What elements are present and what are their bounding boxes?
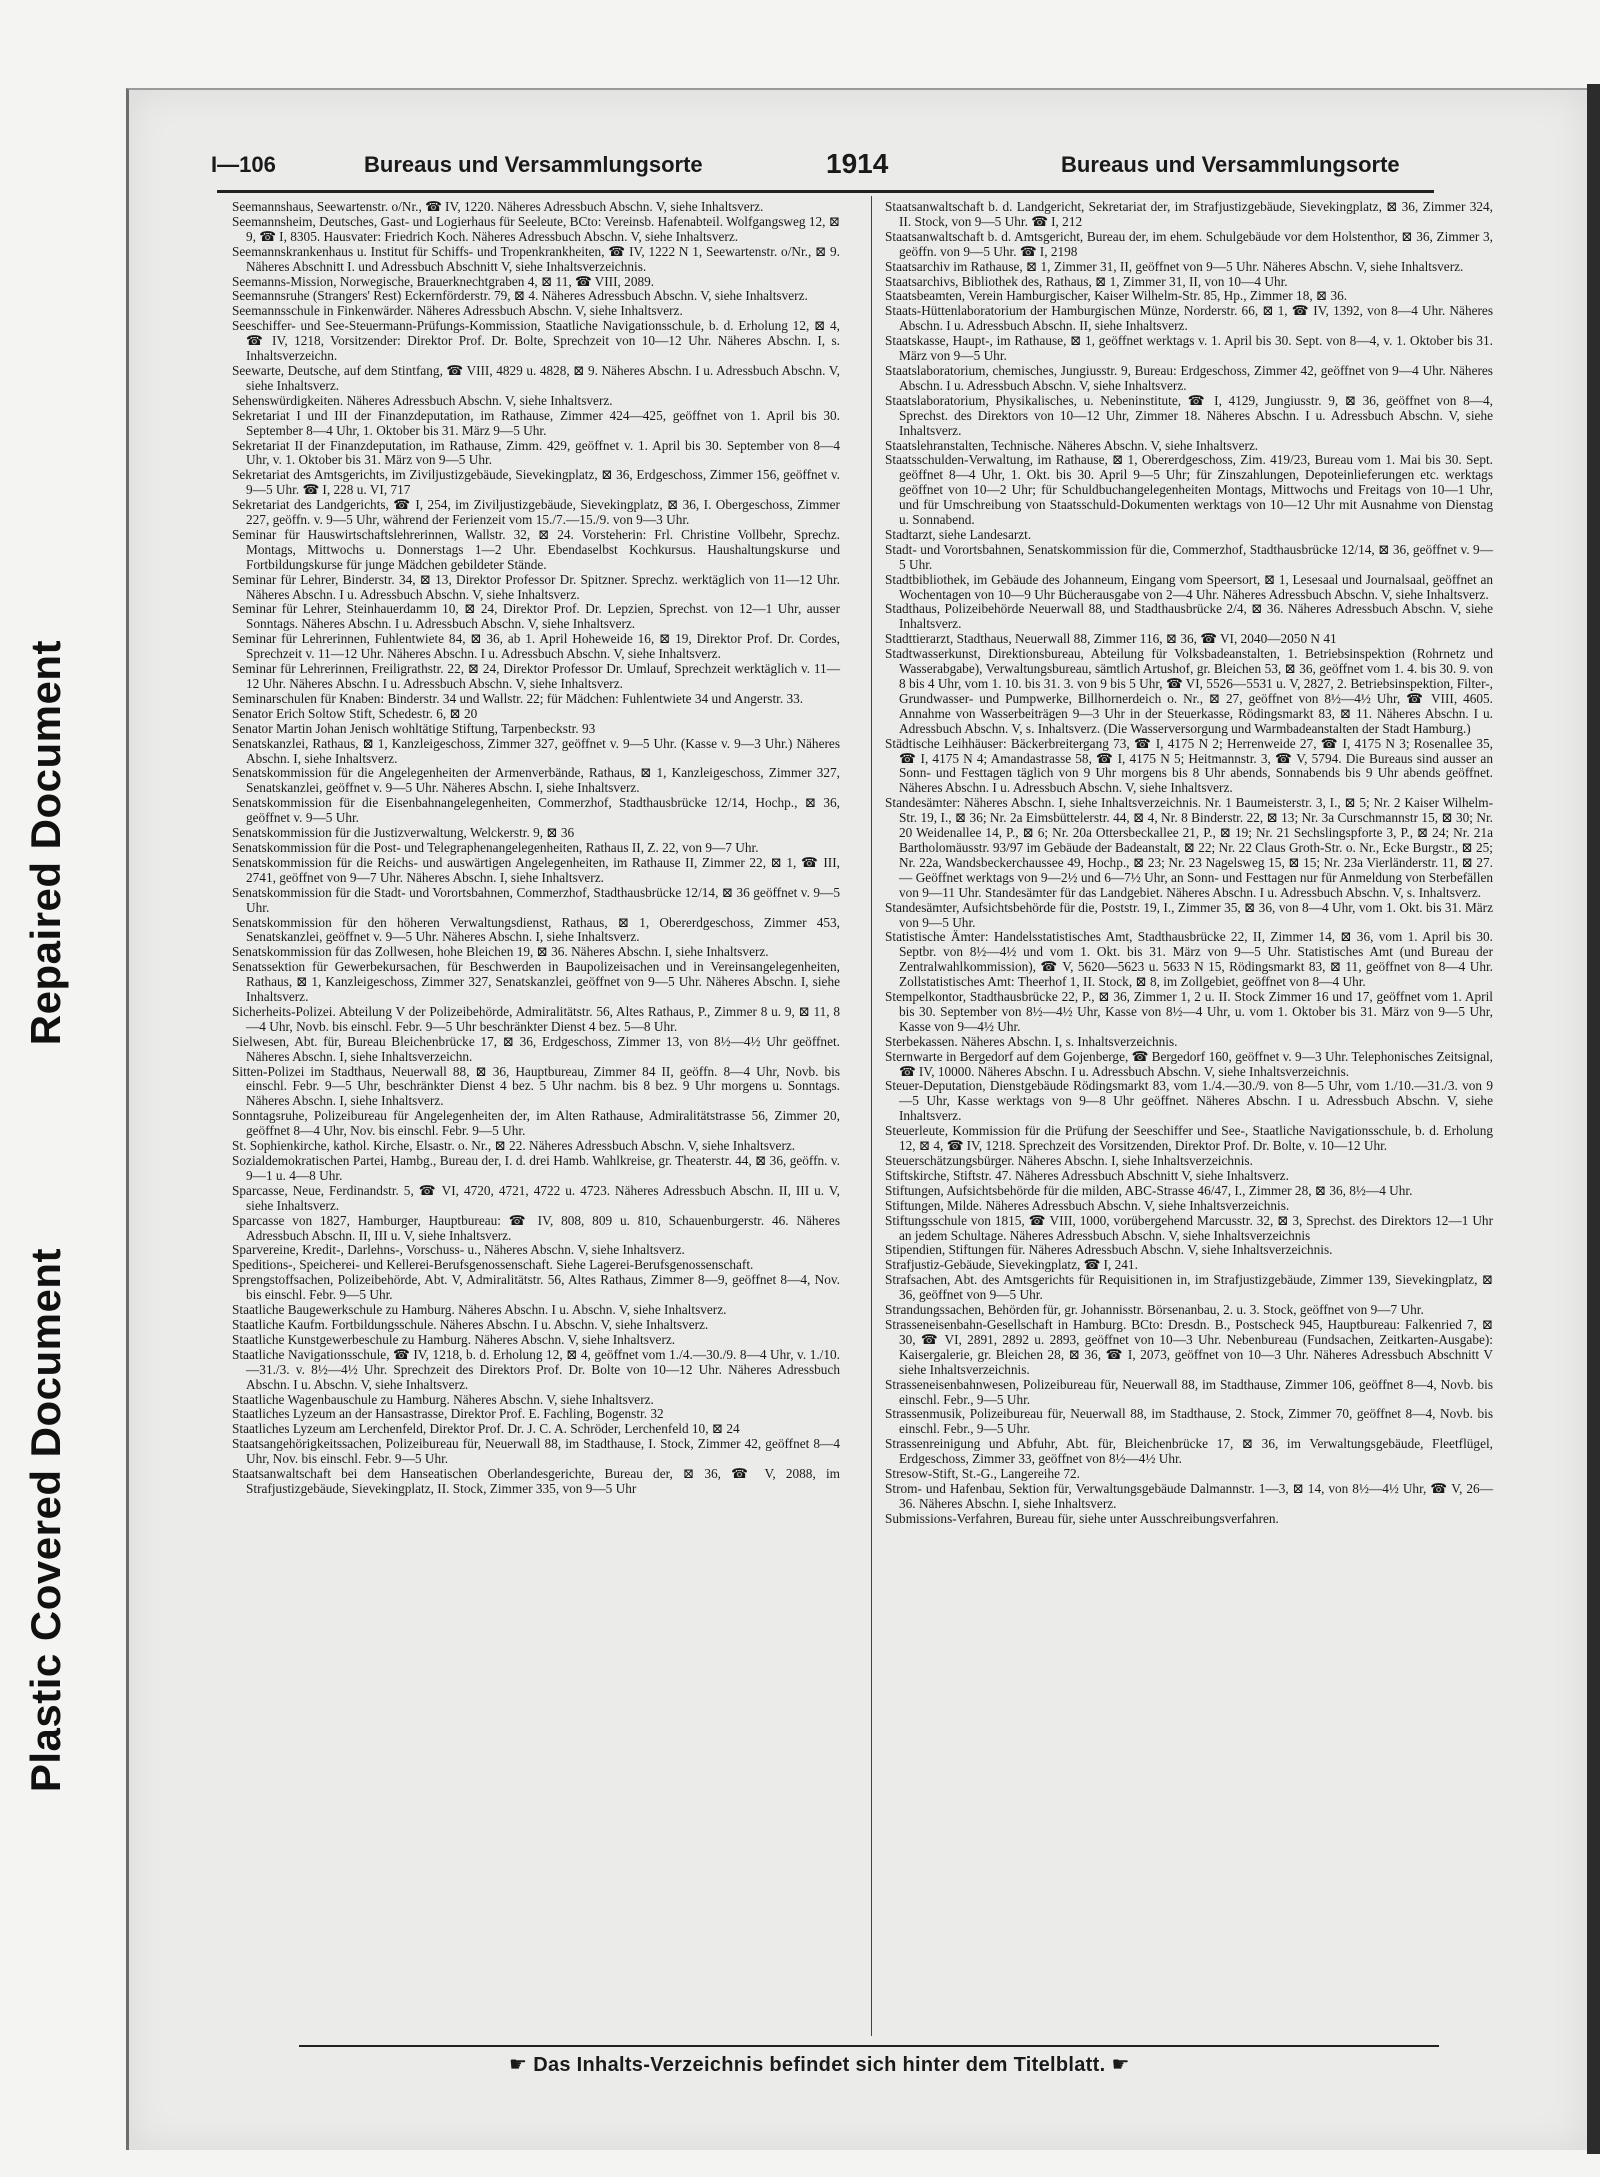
directory-entry: Senatskommission für die Justizverwaltung, Welckerstr. 9, ⊠ 36: [232, 825, 575, 841]
directory-entry: Staatslaboratorium, chemisches, Jungiusstr. 9, Bureau: Erdgeschoss, Zimmer 42, geöffnet von 9—4 Uhr. Näheres Abschn. I u. Adressbuch Abschn. V, siehe Inhaltsverz.: [885, 362, 1493, 393]
directory-entry: Seemannsheim, Deutsches, Gast- und Logierhaus für Seeleute, BCto: Vereinsb. Hafenabteil. Wolfgangsweg 12, ⊠ 9, ☎ I, 8305. Hausvater: Friedrich Koch. Näheres Adressbuch Abschn. V, siehe Inhaltsverz.: [232, 213, 840, 244]
directory-entry: Senatskommission für die Eisenbahnangelegenheiten, Commerzhof, Stadthausbrücke 12/14, Hochp., ⊠ 36, geöffnet v. 9—5 Uhr.: [232, 795, 840, 826]
directory-entry: Stadtwasserkunst, Direktionsbureau, Abteilung für Volksbadeanstalten, 1. Betriebsinspektion (Rohrnetz und Wasserabgabe), Verwaltungsbureau, sämtlich Artushof, gr. Bleichen 53, ⊠ 36, geöffnet vom 1. 4. bis 30. 9. von 8 bis 4 Uhr, vom 1. 10. bis 31. 3. von 9 bis 5 Uhr, ☎ VI, 5526—5531 u. V, 2827, 2. Betriebsinspektion, Filter-, Grundwasser- und Pumpwerke, Billhornerdeich o. Nr., ⊠ 27, geöffnet von 8½—4½ Uhr, ☎ VIII, 4605. Annahme von Wasserbeiträgen 9—3 Uhr in der Steuerkasse, Rödingsmarkt 83, ⊠ 11. Näheres Abschn. I u. Adressbuch Abschn. V, s. Inhaltsverz. (Die Wasserversorgung und Warmbadeanstalten der Stadt Hamburg.): [885, 646, 1493, 736]
directory-entry: Staatsanwaltschaft b. d. Amtsgericht, Bureau der, im ehem. Schulgebäude vor dem Holstenthor, ⊠ 36, Zimmer 3, geöffn. von 9—5 Uhr. ☎ I, 2198: [885, 228, 1493, 259]
directory-entry: Strandungssachen, Behörden für, gr. Johannisstr. Börsenanbau, 2. u. 3. Stock, geöffnet von 9—7 Uhr.: [885, 1302, 1424, 1318]
directory-entry: Stempelkontor, Stadthausbrücke 22, P., ⊠ 36, Zimmer 1, 2 u. II. Stock Zimmer 16 und 17, geöffnet vom 1. April bis 30. September von 8½—4½ Uhr, Kasse von 8½—4 Uhr, u. vom 1. Oktober bis 31. März von 9—5 Uhr, Kasse von 9—4½ Uhr.: [885, 989, 1493, 1034]
directory-entry: Senatskommission für das Zollwesen, hohe Bleichen 19, ⊠ 36. Näheres Abschn. I, siehe Inhaltsverz.: [232, 944, 769, 960]
directory-entry: Strasseneisenbahn-Gesellschaft in Hamburg. BCto: Dresdn. B., Postscheck 945, Hauptbureau: Falkenried 7, ⊠ 30, ☎ VI, 2891, 2892 u. 2893, geöffnet von 10—3 Uhr. Nebenbureau (Fundsachen, Zeitkarten-Ausgabe): Kaisergalerie, gr. Bleichen 28, ⊠ 36, ☎ I, 2073, geöffnet von 10—3 Uhr. Näheres Adressbuch Abschnitt V siehe Inhaltsverzeichnis.: [885, 1316, 1493, 1377]
directory-entry: Seemanns-Mission, Norwegische, Brauerknechtgraben 4, ⊠ 11, ☎ VIII, 2089.: [232, 273, 655, 289]
page-edge: [1587, 84, 1600, 2154]
directory-entry: Staatliche Navigationsschule, ☎ IV, 1218, b. d. Erholung 12, ⊠ 4, geöffnet vom 1./4.—30./9. 8—4 Uhr, v. 1./10.—31./3. v. 8½—4½ Uhr. Sprechzeit des Direktors Prof. Dr. Bolte von 10—12 Uhr. Näheres Adressbuch Abschn. I u. Abschn. V, siehe Inhaltsverz.: [232, 1346, 840, 1392]
directory-entry: Stadthaus, Polizeibehörde Neuerwall 88, und Stadthausbrücke 2/4, ⊠ 36. Näheres Adressbuch Abschn. V, siehe Inhaltsverz.: [885, 601, 1493, 632]
directory-entry: Senatssektion für Gewerbekursachen, für Beschwerden in Baupolizeisachen und in Vereinsangelegenheiten, Rathaus, ⊠ 1, Kanzleigeschoss, Zimmer 327, Senatskanzlei, geöffnet von 9—5 Uhr. Näheres Abschn. I, siehe Inhaltsverz.: [232, 959, 840, 1005]
directory-entry: Strafsachen, Abt. des Amtsgerichts für Requisitionen in, im Strafjustizgebäude, Zimmer 139, Sievekingplatz, ⊠ 36, geöffnet von 9—5 Uhr.: [885, 1272, 1493, 1303]
repaired-document-label: Repaired Document: [22, 640, 69, 1046]
directory-entry: Staatsarchivs, Bibliothek des, Rathaus, ⊠ 1, Zimmer 31, II, von 10—4 Uhr.: [885, 273, 1288, 289]
directory-entry: Sparvereine, Kredit-, Darlehns-, Vorschuss- u., Näheres Abschn. V, siehe Inhaltsverz.: [232, 1242, 685, 1258]
directory-entry: Sprengstoffsachen, Polizeibehörde, Abt. V, Admiralitätstr. 56, Altes Rathaus, Zimmer 8—9, geöffnet 8—4, Nov. bis einschl. Febr. 9—5 Uhr.: [232, 1272, 840, 1303]
directory-entry: Senatskommission für die Angelegenheiten der Armenverbände, Rathaus, ⊠ 1, Kanzleigeschoss, Zimmer 327, Senatskanzlei, geöffnet v. 9—5 Uhr. Näheres Abschn. I, siehe Inhaltsverz.: [232, 765, 840, 796]
directory-entry: Sicherheits-Polizei. Abteilung V der Polizeibehörde, Admiralitätstr. 56, Altes Rathaus, P., Zimmer 8 u. 9, ⊠ 11, 8—4 Uhr, Novb. bis einschl. Febr. 9—5 Uhr beschränkter Dienst 4 bez. 5—8 Uhr.: [232, 1003, 840, 1034]
page-number: I—106: [211, 152, 276, 177]
directory-entry: Sozialdemokratischen Partei, Hambg., Bureau der, I. d. drei Hamb. Wahlkreise, gr. Theaterstr. 44, ⊠ 36, geöffn. v. 9—1 u. 4—8 Uhr.: [232, 1153, 840, 1183]
directory-entry: Standesämter: Näheres Abschn. I, siehe Inhaltsverzeichnis. Nr. 1 Baumeisterstr. 3, I., ⊠ 5; Nr. 2 Kaiser Wilhelm-Str. 19, I., ⊠ 36; Nr. 2a Eimsbüttelerstr. 44, ⊠ 4, Nr. 8 Binderstr. 22, ⊠ 13; Nr. 3a Curschmannstr 15, ⊠ 30; Nr. 20 Weidenallee 14, P., ⊠ 6; Nr. 20a Ottersbeckallee 21, P., ⊠ 19; Nr. 21 Sechslingspforte 3, P., ⊠ 24; Nr. 21a Bartholomäusstr. 93/97 im Gebäude der Badeanstalt, ⊠ 22; Nr. 22 Claus Groth-Str. o. Nr., Ecke Burgstr., ⊠ 25; Nr. 22a, Wandsbeckerchaussee 49, Hochp., ⊠ 23; Nr. 23 Nagelsweg 15, ⊠ 15; Nr. 23a Vierländerstr. 11, ⊠ 27. — Geöffnet werktags von 9—2½ und 6—7½ Uhr, an Sonn- und Festtagen nur für Anmeldung von Sterbefällen von 9—11 Uhr. Standesämter für das Landgebiet. Näheres Abschn. I u. Adressbuch Abschn. V, s. Inhaltsverz.: [885, 795, 1493, 900]
directory-entry: Stadtarzt, siehe Landesarzt.: [885, 526, 1032, 542]
directory-entry: St. Sophienkirche, kathol. Kirche, Elsastr. o. Nr., ⊠ 22. Näheres Adressbuch Abschn. V, siehe Inhaltsverz.: [232, 1138, 796, 1154]
footer-text: Das Inhalts-Verzeichnis befindet sich hinter dem Titelblatt.: [533, 2054, 1106, 2076]
directory-entry: Seemannsschule in Finkenwärder. Näheres Adressbuch Abschn. V, siehe Inhaltsverz.: [232, 303, 683, 319]
directory-entry: Sitten-Polizei im Stadthaus, Neuerwall 88, ⊠ 36, Hauptbureau, Zimmer 84 II, geöffn. 8—4 Uhr, Novb. bis einschl. Febr. 9—5 Uhr, beschränkter Dienst 4 bez. 5 Uhr nachm. bis 8 bez. 9 Uhr morgens u. Sonntags. Näheres Abschn. I, siehe Inhaltsverz.: [232, 1063, 840, 1109]
directory-entry: Seemannshaus, Seewartenstr. o/Nr., ☎ IV, 1220. Näheres Adressbuch Abschn. V, siehe Inhaltsverz.: [232, 199, 764, 214]
left-column: [232, 200, 840, 1497]
directory-entry: Sekretariat II der Finanzdeputation, im Rathause, Zimm. 429, geöffnet v. 1. April bis 30. September von 8—4 Uhr, v. 1. Oktober bis 31. März von 9—5 Uhr.: [232, 437, 840, 468]
directory-entry: Seeschiffer- und See-Steuermann-Prüfungs-Kommission, Staatliche Navigationsschule, b. d. Erholung 12, ⊠ 4, ☎ IV, 1218, Vorsitzender: Direktor Prof. Dr. Bolte, Sprechzeit von 10—12 Uhr. Näheres Abschn. I, s. Inhaltsverzeichn.: [232, 318, 840, 364]
page-header: [211, 148, 1457, 186]
directory-entry: Staatsarchiv im Rathause, ⊠ 1, Zimmer 31, II, geöffnet von 9—5 Uhr. Näheres Abschn. V, siehe Inhaltsverz.: [885, 258, 1464, 274]
directory-entry: Staatliche Kaufm. Fortbildungsschule. Näheres Abschn. I u. Abschn. V, siehe Inhaltsverz.: [232, 1316, 709, 1332]
directory-entry: Strasseneisenbahnwesen, Polizeibureau für, Neuerwall 88, im Stadthause, Zimmer 106, geöffnet 8—4, Novb. bis einschl. Febr., 9—5 Uhr.: [885, 1376, 1493, 1407]
directory-entry: Strom- und Hafenbau, Sektion für, Verwaltungsgebäude Dalmannstr. 1—3, ⊠ 14, von 8½—4½ Uhr, ☎ V, 26—36. Näheres Abschn. I, siehe Inhaltsverz.: [885, 1480, 1493, 1511]
directory-entry: Statistische Ämter: Handelsstatistisches Amt, Stadthausbrücke 22, II, Zimmer 14, ⊠ 36, vom 1. April bis 30. Septbr. von 8½—4½ und vom 1. Okt. bis 31. März von 9—5 Uhr. Statistisches Amt (und Bureau der Zentralwahlkommission), ☎ V, 5620—5623 u. 5633 N 15, Rödingsmarkt 83, ⊠ 11, geöffnet von 8—4 Uhr. Zollstatistisches Amt: Theerhof 1, II. Stock, ⊠ 8, im Zollgebiet, geöffnet von 8—4 Uhr.: [885, 929, 1493, 990]
header-title-left: Bureaus und Versammlungsorte: [364, 152, 703, 177]
directory-entry: Staatsangehörigkeitssachen, Polizeibureau für, Neuerwall 88, im Stadthause, I. Stock, Zimmer 42, geöffnet 8—4 Uhr, Nov. bis einschl. Febr. 9—5 Uhr.: [232, 1436, 840, 1467]
directory-entry: Speditions-, Speicherei- und Kellerei-Berufsgenossenschaft. Siehe Lagerei-Berufsgenossenschaft.: [232, 1257, 754, 1273]
column-divider: [871, 196, 872, 2036]
directory-entry: Sparcasse, Neue, Ferdinandstr. 5, ☎ VI, 4720, 4721, 4722 u. 4723. Näheres Adressbuch Abschn. II, III u. V, siehe Inhaltsverz.: [232, 1182, 840, 1213]
directory-entry: Staats-Hüttenlaboratorium der Hamburgischen Münze, Norderstr. 66, ⊠ 1, ☎ IV, 1392, von 8—4 Uhr. Näheres Abschn. I u. Adressbuch Abschn. II, siehe Inhaltsverz.: [885, 303, 1493, 334]
directory-entry: Staatslaboratorium, Physikalisches, u. Nebeninstitute, ☎ I, 4129, Jungiusstr. 9, ⊠ 36, geöffnet von 8—4, Sprechst. des Direktors von 10—12 Uhr, Zimmer 18. Näheres Abschn. I u. Adressbuch Abschn. V, siehe Inhaltsverz.: [885, 392, 1493, 438]
directory-entry: Stiftskirche, Stiftstr. 47. Näheres Adressbuch Abschnitt V, siehe Inhaltsverz.: [885, 1167, 1289, 1183]
directory-entry: Staatliche Baugewerkschule zu Hamburg. Näheres Abschn. I u. Abschn. V, siehe Inhaltsverz.: [232, 1302, 727, 1318]
directory-entry: Seminar für Lehrerinnen, Freiligrathstr. 22, ⊠ 24, Direktor Professor Dr. Umlauf, Sprechzeit werktäglich v. 11—12 Uhr. Näheres Abschn. I u. Adressbuch Abschn. V, siehe Inhaltsverz.: [232, 661, 840, 691]
pointing-hand-icon: ☛: [509, 2054, 528, 2076]
directory-entry: Senatskommission für den höheren Verwaltungsdienst, Rathaus, ⊠ 1, Obererdgeschoss, Zimmer 453, Senatskanzlei, geöffnet v. 9—5 Uhr. Näheres Abschn. I, siehe Inhaltsverz.: [232, 914, 840, 945]
footer-rule: [299, 2045, 1439, 2047]
directory-entry: Staatslehranstalten, Technische. Näheres Abschn. V, siehe Inhaltsverz.: [885, 437, 1259, 453]
directory-entry: Seminar für Lehrerinnen, Fuhlentwiete 84, ⊠ 36, ab 1. April Hoheweide 16, ⊠ 19, Direktor Prof. Dr. Cordes, Sprechzeit v. 11—12 Uhr. Näheres Abschn. I u. Adressbuch Abschn. V, siehe Inhaltsverz.: [232, 631, 840, 662]
directory-entry: Submissions-Verfahren, Bureau für, siehe unter Ausschreibungsverfahren.: [885, 1510, 1279, 1526]
footer-note: [503, 2052, 1136, 2077]
directory-entry: Stipendien, Stiftungen für. Näheres Adressbuch Abschn. V, siehe Inhaltsverzeichnis.: [885, 1242, 1333, 1258]
scanned-page: [126, 88, 1587, 2150]
directory-entry: Sonntagsruhe, Polizeibureau für Angelegenheiten der, im Alten Rathause, Admiralitätstrasse 56, Zimmer 20, geöffnet 8—4 Uhr, Nov. bis einschl. Febr. 9—5 Uhr.: [232, 1108, 840, 1139]
header-year: 1914: [826, 148, 889, 179]
plastic-covered-document-label: Plastic Covered Document: [22, 1248, 69, 1793]
directory-entry: Stadt- und Vorortsbahnen, Senatskommission für die, Commerzhof, Stadthausbrücke 12/14, ⊠ 36, geöffnet v. 9—5 Uhr.: [885, 541, 1493, 572]
directory-entry: Strafjustiz-Gebäude, Sievekingplatz, ☎ I, 241.: [885, 1257, 1138, 1273]
directory-entry: Seminar für Lehrer, Binderstr. 34, ⊠ 13, Direktor Professor Dr. Spitzner. Sprechz. werktäglich von 11—12 Uhr. Näheres Abschn. I u. Adressbuch Abschn. V, siehe Inhaltsverz.: [232, 571, 840, 602]
directory-entry: Senator Erich Soltow Stift, Schedestr. 6, ⊠ 20: [232, 705, 478, 721]
directory-entry: Stadtbibliothek, im Gebäude des Johanneum, Eingang vom Speersort, ⊠ 1, Lesesaal und Journalsaal, geöffnet an Wochentagen von 10—9 Uhr Bücherausgabe von 2—4 Uhr. Näheres Adressbuch Abschn. V, siehe Inhaltsverz.: [885, 571, 1493, 602]
directory-entry: Senatskommission für die Reichs- und auswärtigen Angelegenheiten, im Rathause II, Zimmer 22, ⊠ 1, ☎ III, 2741, geöffnet von 9—7 Uhr. Näheres Abschn. I, siehe Inhaltsverz.: [232, 854, 840, 885]
directory-entry: Steuerleute, Kommission für die Prüfung der Seeschiffer und See-, Staatliche Navigationsschule, b. d. Erholung 12, ⊠ 4, ☎ IV, 1218. Sprechzeit des Vorsitzenden, Direktor Prof. Dr. Bolte, v. 10—12 Uhr.: [885, 1123, 1493, 1154]
directory-entry: Senator Martin Johan Jenisch wohltätige Stiftung, Tarpenbeckstr. 93: [232, 720, 596, 736]
directory-entry: Staatskasse, Haupt-, im Rathause, ⊠ 1, geöffnet werktags v. 1. April bis 30. Sept. von 8—4, v. 1. Oktober bis 31. März von 9—5 Uhr.: [885, 333, 1493, 364]
directory-entry: Sehenswürdigkeiten. Näheres Adressbuch Abschn. V, siehe Inhaltsverz.: [232, 392, 613, 408]
directory-entry: Seemannskrankenhaus u. Institut für Schiffs- und Tropenkrankheiten, ☎ IV, 1222 N 1, Seewartenstr. o/Nr., ⊠ 9. Näheres Abschnitt I. und Adressbuch Abschnitt V, siehe Inhaltsverzeichnis.: [232, 243, 840, 274]
directory-entry: Staatliche Kunstgewerbeschule zu Hamburg. Näheres Abschn. V, siehe Inhaltsverz.: [232, 1331, 676, 1347]
directory-entry: Staatliches Lyzeum an der Hansastrasse, Direktor Prof. E. Fachling, Bogenstr. 32: [232, 1406, 664, 1422]
directory-entry: Strassenreinigung und Abfuhr, Abt. für, Bleichenbrücke 17, ⊠ 36, im Verwaltungsgebäude, Fleetflügel, Erdgeschoss, Zimmer 33, geöffnet von 8½—4½ Uhr.: [885, 1436, 1493, 1467]
directory-entry: Sparcasse von 1827, Hamburger, Hauptbureau: ☎ IV, 808, 809 u. 810, Schauenburgerstr. 46. Näheres Adressbuch Abschn. II, III u. V, siehe Inhaltsverz.: [232, 1212, 840, 1243]
directory-entry: Seminarschulen für Knaben: Binderstr. 34 und Wallstr. 22; für Mädchen: Fuhlentwiete 34 und Angerstr. 33.: [232, 690, 804, 706]
directory-entry: Senatskommission für die Stadt- und Vorortsbahnen, Commerzhof, Stadthausbrücke 12/14, ⊠ 36 geöffnet v. 9—5 Uhr.: [232, 884, 840, 915]
directory-entry: Staatsanwaltschaft b. d. Landgericht, Sekretariat der, im Strafjustizgebäude, Sievekingplatz, ⊠ 36, Zimmer 324, II. Stock, von 9—5 Uhr. ☎ I, 212: [885, 199, 1493, 229]
directory-entry: Sekretariat des Landgerichts, ☎ I, 254, im Ziviljustizgebäude, Sievekingplatz, ⊠ 36, I. Obergeschoss, Zimmer 227, geöffn. v. 9—5 Uhr, während der Ferienzeit vom 15./7.—15./9. von 9—3 Uhr.: [232, 497, 840, 528]
directory-entry: Steuer-Deputation, Dienstgebäude Rödingsmarkt 83, vom 1./4.—30./9. von 8—5 Uhr, vom 1./10.—31./3. von 9—5 Uhr, Kasse werktags von 9—8 Uhr geöffnet. Näheres Abschn. I u. Adressbuch Abschn. V, siehe Inhaltsverz.: [885, 1078, 1493, 1124]
directory-entry: Strassenmusik, Polizeibureau für, Neuerwall 88, im Stadthause, 2. Stock, Zimmer 70, geöffnet 8—4, Novb. bis einschl. Febr., 9—5 Uhr.: [885, 1406, 1493, 1437]
directory-entry: Sekretariat I und III der Finanzdeputation, im Rathause, Zimmer 424—425, geöffnet von 1. April bis 30. September 8—4 Uhr, 1. Oktober bis 31. März 9—5 Uhr.: [232, 407, 840, 438]
directory-entry: Stresow-Stift, St.-G., Langereihe 72.: [885, 1466, 1080, 1482]
directory-entry: Seminar für Lehrer, Steinhauerdamm 10, ⊠ 24, Direktor Prof. Dr. Lepzien, Sprechst. von 12—1 Uhr, ausser Sonntags. Näheres Abschn. I u. Adressbuch Abschn. V, siehe Inhaltsverz.: [232, 601, 840, 632]
pointing-hand-icon: ☛: [1111, 2054, 1130, 2076]
directory-entry: Stiftungen, Milde. Näheres Adressbuch Abschn. V, siehe Inhaltsverzeichnis.: [885, 1197, 1290, 1213]
header-title-right: Bureaus und Versammlungsorte: [1061, 152, 1400, 177]
directory-entry: Seemannsruhe (Strangers' Rest) Eckernförderstr. 79, ⊠ 4. Näheres Adressbuch Abschn. V, siehe Inhaltsverz.: [232, 288, 808, 304]
directory-entry: Steuerschätzungsbürger. Näheres Abschn. I, siehe Inhaltsverzeichnis.: [885, 1153, 1253, 1168]
directory-entry: Städtische Leihhäuser: Bäckerbreitergang 73, ☎ I, 4175 N 2; Herrenweide 27, ☎ I, 4175 N 3; Rosenallee 35, ☎ I, 4175 N 4; Amandastrasse 58, ☎ I, 4175 N 5; Heitmannstr. 3, ☎ V, 5794. Die Bureaus sind ausser an Sonn- und Festtagen täglich von 9 Uhr morgens bis 8 Uhr abends, Sonnabends bis 9 Uhr abends geöffnet. Näheres Abschn. I u. Adressbuch Abschn. V, siehe Inhaltsverz.: [885, 735, 1493, 796]
directory-entry: Sekretariat des Amtsgerichts, im Ziviljustizgebäude, Sievekingplatz, ⊠ 36, Erdgeschoss, Zimmer 156, geöffnet v. 9—5 Uhr. ☎ I, 228 u. VI, 717: [232, 467, 840, 498]
directory-entry: Sielwesen, Abt. für, Bureau Bleichenbrücke 17, ⊠ 36, Erdgeschoss, Zimmer 13, von 8½—4½ Uhr geöffnet. Näheres Abschn. I, siehe Inhaltsverzeichn.: [232, 1033, 840, 1064]
header-rule: [217, 190, 1434, 193]
directory-entry: Stiftungsschule von 1815, ☎ VIII, 1000, vorübergehend Marcusstr. 32, ⊠ 3, Sprechst. des Direktors 12—1 Uhr an jedem Schultage. Näheres Adressbuch Abschn. V, siehe Inhaltsverzeichnis: [885, 1212, 1493, 1243]
directory-entry: Standesämter, Aufsichtsbehörde für die, Poststr. 19, I., Zimmer 35, ⊠ 36, von 8—4 Uhr, vom 1. Okt. bis 31. März von 9—5 Uhr.: [885, 899, 1493, 930]
directory-entry: Stadttierarzt, Stadthaus, Neuerwall 88, Zimmer 116, ⊠ 36, ☎ VI, 2040—2050 N 41: [885, 631, 1337, 647]
directory-entry: Staatliches Lyzeum am Lerchenfeld, Direktor Prof. Dr. J. C. A. Schröder, Lerchenfeld 10, ⊠ 24: [232, 1421, 740, 1437]
directory-entry: Sternwarte in Bergedorf auf dem Gojenberge, ☎ Bergedorf 160, geöffnet v. 9—3 Uhr. Telephonisches Zeitsignal, ☎ IV, 10000. Näheres Abschn. I u. Adressbuch Abschn. V, siehe Inhaltsverzeichnis.: [885, 1048, 1493, 1079]
directory-entry: Staatliche Wagenbauschule zu Hamburg. Näheres Abschn. V, siehe Inhaltsverz.: [232, 1391, 654, 1407]
directory-entry: Senatskanzlei, Rathaus, ⊠ 1, Kanzleigeschoss, Zimmer 327, geöffnet v. 9—5 Uhr. (Kasse v. 9—3 Uhr.) Näheres Abschn. I, siehe Inhaltsverz.: [232, 735, 840, 766]
directory-entry: Sterbekassen. Näheres Abschn. I, s. Inhaltsverzeichnis.: [885, 1033, 1178, 1049]
directory-entry: Staatsanwaltschaft bei dem Hanseatischen Oberlandesgerichte, Bureau der, ⊠ 36, ☎ V, 2088, im Strafjustizgebäude, Sievekingplatz, II. Stock, Zimmer 335, von 9—5 Uhr: [232, 1466, 840, 1496]
directory-entry: Stiftungen, Aufsichtsbehörde für die milden, ABC-Strasse 46/47, I., Zimmer 28, ⊠ 36, 8½—4 Uhr.: [885, 1182, 1413, 1198]
directory-entry: Staatsbeamten, Verein Hamburgischer, Kaiser Wilhelm-Str. 85, Hp., Zimmer 18, ⊠ 36.: [885, 288, 1348, 304]
right-column: [885, 200, 1493, 1527]
directory-entry: Senatskommission für die Post- und Telegraphenangelegenheiten, Rathaus II, Z. 22, von 9—7 Uhr.: [232, 839, 759, 855]
directory-entry: Staatsschulden-Verwaltung, im Rathause, ⊠ 1, Obererdgeschoss, Zim. 419/23, Bureau vom 1. Mai bis 30. Sept. geöffnet 8—4 Uhr, 1. Okt. bis 30. April 9—5 Uhr; für Zinszahlungen, Depoteinlieferungen etc. werktags geöffnet von 10—2 Uhr; für Schuldbuchangelegenheiten Montags, Mittwochs und Freitags von 10—1 Uhr, und für Umschreibung von Staatsschuld-Dokumenten werktags von 10—12 Uhr mit Ausnahme von Dienstag u. Sonnabend.: [885, 452, 1493, 528]
directory-entry: Seminar für Hauswirtschaftslehrerinnen, Wallstr. 32, ⊠ 24. Vorsteherin: Frl. Christine Vollbehr, Sprechz. Montags, Mittwochs u. Donnerstags 1—2 Uhr. Ebendaselbst Kochkursus. Haushaltungskurse und Fortbildungskurse für junge Mädchen gebildeter Stände.: [232, 526, 840, 572]
directory-entry: Seewarte, Deutsche, auf dem Stintfang, ☎ VIII, 4829 u. 4828, ⊠ 9. Näheres Abschn. I u. Adressbuch Abschn. V, siehe Inhaltsverz.: [232, 362, 840, 393]
